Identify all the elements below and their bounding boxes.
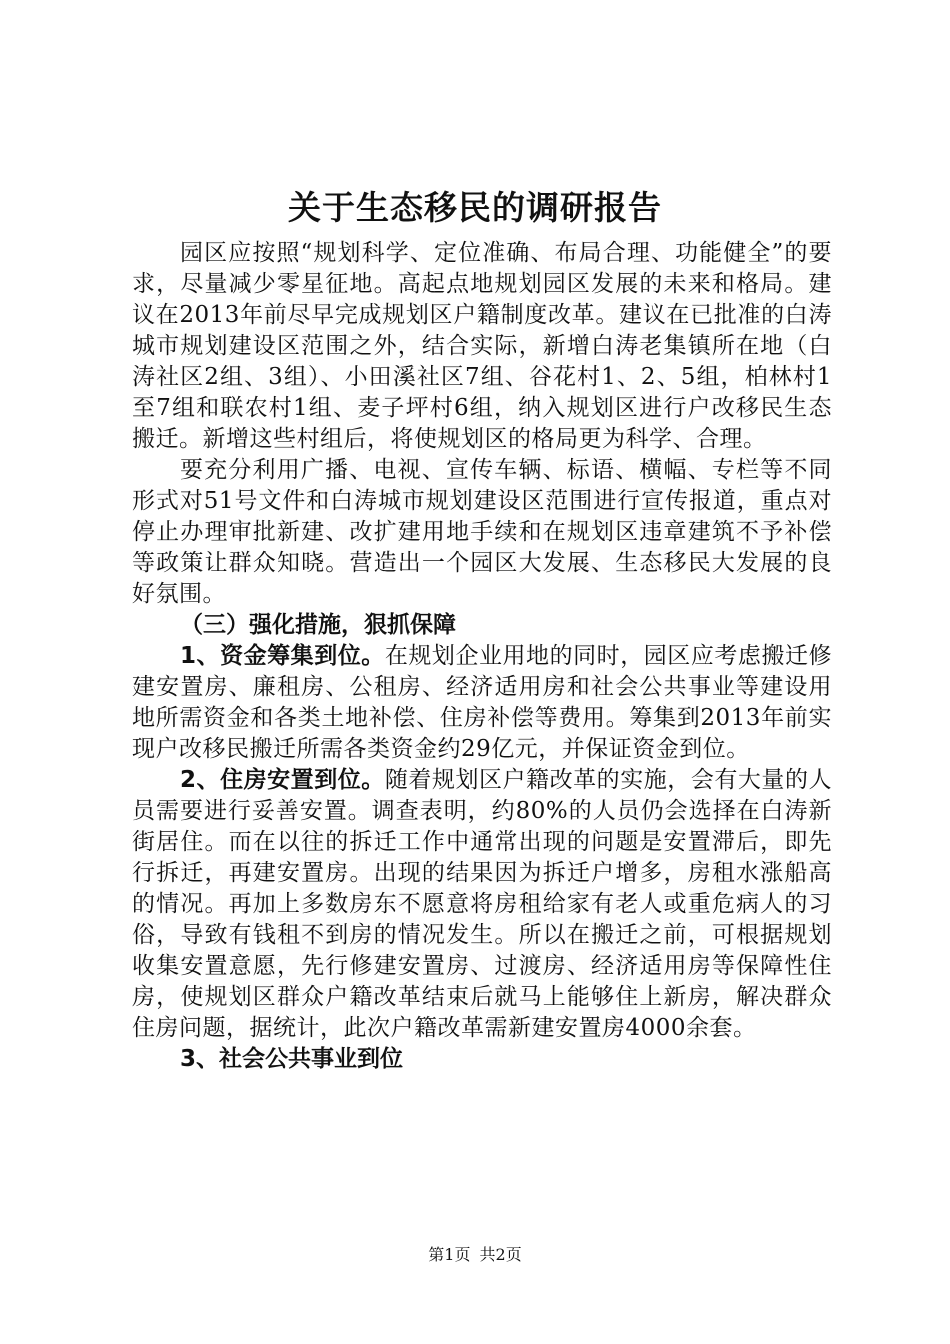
- document-body: [132, 238, 832, 1075]
- paragraph-housing: [132, 765, 832, 1044]
- page-title: 关于生态移民的调研报告: [288, 188, 662, 227]
- page-footer: [0, 1245, 950, 1265]
- paragraph-funding: [132, 641, 832, 765]
- subsection-heading: 3、社会公共事业到位: [180, 1046, 404, 1072]
- funding-body: 在规划企业用地的同时，园区应考虑搬迁修建安置房、廉租房、公租房、经济适用房和社会公共事业等建设用地所需资金和各类土地补偿、住房补偿等费用。筹集到2013年前实现户改移民搬迁所需各类资金约29亿元，并保证资金到位。: [132, 643, 833, 762]
- funding-lead: 1、资金筹集到位。: [180, 643, 385, 669]
- section-heading: （三）强化措施，狠抓保障: [180, 612, 456, 638]
- page-total: 共2页: [479, 1245, 522, 1264]
- housing-body: 随着规划区户籍改革的实施，会有大量的人员需要进行妥善安置。调查表明，约80%的人员仍会选择在白涛新街居住。而在以往的拆迁工作中通常出现的问题是安置滞后，即先行拆迁，再建安置房。出现的结果因为拆迁户增多，房租水涨船高的情况。再加上多数房东不愿意将房租给家有老人或重危病人的习俗，导致有钱租不到房的情况发生。所以在搬迁之前，可根据规划收集安置意愿，先行修建安置房、过渡房、经济适用房等保障性住房，使规划区群众户籍改革结束后就马上能够住上新房，解决群众住房问题，据统计，此次户籍改革需新建安置房4000余套。: [132, 767, 833, 1041]
- paragraph-planning: 园区应按照“规划科学、定位准确、布局合理、功能健全”的要求，尽量减少零星征地。高起点地规划园区发展的未来和格局。建议在2013年前尽早完成规划区户籍制度改革。建议在已批准的白涛城市规划建设区范围之外，结合实际，新增白涛老集镇所在地（白涛社区2组、3组）、小田溪社区7组、谷花村1、2、5组，柏林村1至7组和联农村1组、麦子坪村6组，纳入规划区进行户改移民生态搬迁。新增这些村组后，将使规划区的格局更为科学、合理。: [132, 240, 832, 452]
- paragraph-publicity: 要充分利用广播、电视、宣传车辆、标语、横幅、专栏等不同形式对51号文件和白涛城市规划建设区范围进行宣传报道，重点对停止办理审批新建、改扩建用地手续和在规划区违章建筑不予补偿等政策让群众知晓。营造出一个园区大发展、生态移民大发展的良好氛围。: [132, 457, 832, 607]
- page-number: 第1页: [428, 1245, 471, 1264]
- housing-lead: 2、住房安置到位。: [180, 767, 385, 793]
